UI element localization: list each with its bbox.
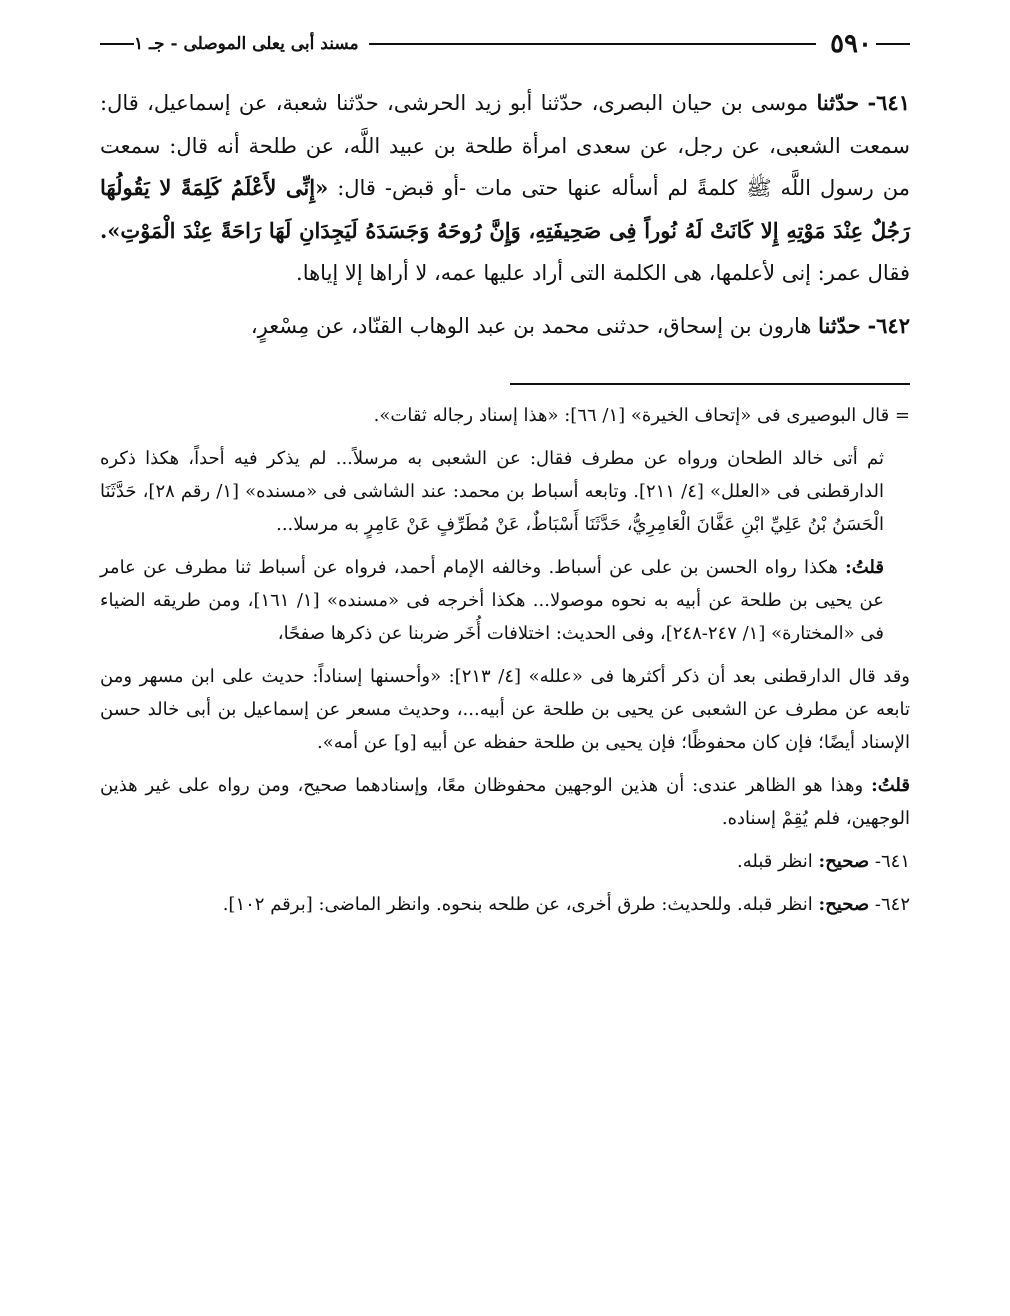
grading-number: ٦٤٢- [874,894,910,915]
header-rule [369,43,816,45]
footnote-continuation: = قال البوصيرى فى «إتحاف الخيرة» [١/ ٦٦]: «هذا إسناد رجاله ثقات». [373,405,910,426]
footnote-paragraph [100,551,910,650]
grading-label: صحيح: [818,894,870,915]
footnote-paragraph [100,769,910,835]
grading-label: صحيح: [818,851,870,872]
footnote-text: وهذا هو الظاهر عندى: أن هذين الوجهين محفوظان معًا، وإسنادهما صحيح، ومن رواه على غير هذين الوجهين، فلم يُقِمْ إسناده. [100,775,910,829]
hadith-chain: هارون بن إسحاق، حدثنى محمد بن عبد الوهاب القنّاد، عن مِسْعرٍ، [250,313,812,338]
hadith-number: ٦٤١- [867,90,910,115]
header-dash [100,43,134,45]
page-header [100,22,910,66]
main-text [100,82,910,347]
grading-641 [100,845,910,878]
grading-text: انظر قبله. [737,851,813,872]
hadith-lead-word: حدّثنا [818,312,861,338]
footnotes [100,399,910,921]
hadith-642 [100,305,910,348]
hadith-641 [100,82,910,295]
page-number: ٥٩٠ [830,29,872,59]
hadith-number: ٦٤٢- [867,312,910,338]
footnote-text: هكذا رواه الحسن بن على عن أسباط. وخالفه الإمام أحمد، فرواه عن أسباط ثنا مطرف عن عامر عن يحيى بن طلحة عن أبيه به نحوه موصولا... هكذا أخرجه فى «مسنده» [١/ ١٦١]، ومن طريقه الضياء فى «المختارة» [١/ ٢٤٧-٢٤٨]، وفى الحديث: اختلافات أُخَر ضربنا عن ذكرها صفحًا، [100,557,885,644]
grading-number: ٦٤١- [874,851,910,872]
hadith-chain: موسى بن حيان البصرى، حدّثنا أبو زيد الحرشى، حدّثنا شعبة، عن إسماعيل، قال: سمعت الشعبى، عن رجل، عن سعدى امرأة طلحة بن عبيد اللَّه، عن طلحة أنه قال: سمعت من رسول اللَّه ﷺ كلمةً لم أسأله عنها حتى مات -أو قبض- قال: [100,91,910,200]
footnote-label: قلتُ: [871,775,910,796]
hadith-commentary: فقال عمر: إنى لأعلمها، هى الكلمة التى أراد عليها عمه، لا أراها إلا إياها. [296,261,910,285]
header-dash [876,43,910,45]
grading-642 [100,888,910,921]
footnote-label: قلتُ: [845,557,884,578]
hadith-lead-word: حدّثنا [816,90,860,115]
grading-text: انظر قبله. وللحديث: طرق أخرى، عن طلحه بنحوه. وانظر الماضى: [برقم ١٠٢]. [222,894,813,915]
footnote-separator [510,383,910,385]
running-title: مسند أبى يعلى الموصلى - جـ ١ [134,34,359,54]
footnote-paragraph: ثم أتى خالد الطحان ورواه عن مطرف فقال: عن الشعبى به مرسلاً... لم يذكر فيه أحداً، هكذا ذكره الدارقطنى فى «العلل» [٤/ ٢١١]. وتابعه أسباط بن محمد: عند الشاشى فى «مسنده» [١/ رقم ٢٨]، حَدَّثَنَا الْحَسَنُ بْنُ عَلِيِّ ابْنِ عَفَّانَ الْعَامِرِيُّ، حَدَّثَنَا أَسْبَاطٌ، عَنْ مُطَرِّفٍ عَنْ عَامِرٍ به مرسلا... [100,448,884,535]
book-page [100,22,910,931]
hadith-quote: «إِنِّى لأَعْلَمُ كَلِمَةً لا يَقُولُهَا رَجُلٌ عِنْدَ مَوْتِهِ إِلا كَانَتْ لَهُ نُوراً فِى صَحِيفَتِهِ، وَإِنَّ رُوحَهُ وَجَسَدَهُ لَيَجِدَانِ لَهَا رَاحَةً عِنْدَ الْمَوْتِ». [100,175,910,243]
footnote-paragraph: وقد قال الدارقطنى بعد أن ذكر أكثرها فى «علله» [٤/ ٢١٣]: «وأحسنها إسناداً: حديث على ابن مسهر ومن تابعه عن مطرف عن الشعبى عن يحيى بن طلحة عن أبيه...، وحديث مسعر عن إسماعيل بن أبى خالد حسن الإسناد أيضًا؛ فإن كان محفوظًا؛ فإن يحيى بن طلحة حفظه عن أبيه [و] عن أمه». [100,666,910,753]
